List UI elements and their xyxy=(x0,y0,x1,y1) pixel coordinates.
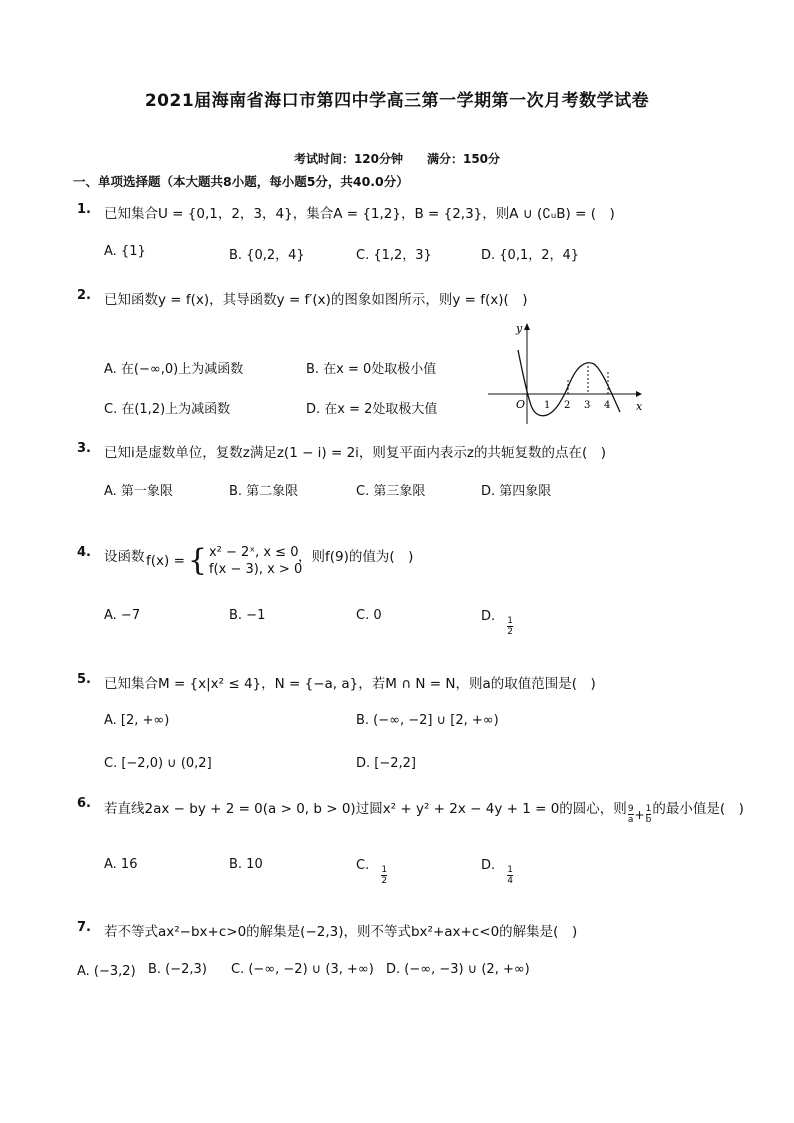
q3-option-b[interactable]: B. 第二象限 xyxy=(229,484,299,499)
q6-fraction-1-b xyxy=(646,804,652,825)
numerator: 9 xyxy=(627,804,634,814)
x-axis-label: x xyxy=(636,400,643,413)
tick-label-2: 2 xyxy=(564,400,571,411)
q3-option-d[interactable]: D. 第四象限 xyxy=(481,484,552,499)
q6-option-d-fraction xyxy=(507,865,513,886)
q2-option-c[interactable]: C. 在(1,2)上为减函数 xyxy=(104,402,231,417)
numerator: 1 xyxy=(507,865,514,875)
denominator: 2 xyxy=(381,876,388,886)
q3-stem: 已知i是虚数单位，复数z满足z(1 − i) = 2i，则复平面内表示z的共轭复数的点在( ) xyxy=(104,445,607,461)
q1-option-d[interactable]: D. {0,1，2，4} xyxy=(481,248,580,263)
q7-option-a[interactable]: A. (−3,2) xyxy=(77,964,136,979)
q4-brace: { xyxy=(187,543,207,578)
q2-option-b[interactable]: B. 在x = 0处取极小值 xyxy=(306,362,437,377)
q4-option-a[interactable]: A. −7 xyxy=(104,608,141,623)
q5-option-d[interactable]: D. [−2,2] xyxy=(356,756,416,771)
q6-option-c-label: C. xyxy=(356,858,370,873)
q5-option-b[interactable]: B. (−∞, −2] ∪ [2, +∞) xyxy=(356,713,499,728)
denominator: a xyxy=(627,815,634,825)
q3-option-c[interactable]: C. 第三象限 xyxy=(356,484,426,499)
q6-option-d[interactable] xyxy=(481,855,514,886)
q6-stem-line xyxy=(104,796,744,825)
q4-case-1: x² − 2ˣ, x ≤ 0 xyxy=(208,545,299,560)
numerator: 1 xyxy=(507,616,514,626)
q6-plus: + xyxy=(634,807,645,822)
q7-option-b[interactable]: B. (−2,3) xyxy=(148,962,207,977)
q4-option-d-fraction xyxy=(507,616,513,637)
q6-tail: 的最小值是( ) xyxy=(652,800,744,817)
q4-option-d-label: D. xyxy=(481,609,496,624)
q2-stem: 已知函数y = f(x)，其导函数y = f′(x)的图象如图所示，则y = f(x)( ) xyxy=(104,292,528,308)
q4-pre: 设函数 xyxy=(104,549,145,565)
q4-cases xyxy=(209,544,302,578)
q1-stem: 已知集合U = {0,1，2，3，4}，集合A = {1,2}，B = {2,3}，则A ∪ (∁ᵤB) = ( ) xyxy=(104,206,615,222)
q1-option-b[interactable]: B. {0,2，4} xyxy=(229,248,305,263)
q2-number: 2. xyxy=(77,288,91,303)
x-axis-arrow xyxy=(636,391,642,397)
q6-number: 6. xyxy=(77,796,91,811)
derivative-graph xyxy=(486,320,646,428)
numerator: 1 xyxy=(645,804,652,814)
q5-stem: 已知集合M = {x|x² ≤ 4}，N = {−a, a}，若M ∩ N = N，则a的取值范围是( ) xyxy=(104,676,596,692)
tick-label-4: 4 xyxy=(604,400,611,411)
q6-option-d-label: D. xyxy=(481,858,496,873)
q1-number: 1. xyxy=(77,202,91,217)
section-heading: 一、单项选择题（本大题共8小题，每小题5分，共40.0分） xyxy=(73,174,409,189)
exam-meta: 考试时间：120分钟 满分：150分 xyxy=(293,152,501,166)
q2-option-a[interactable]: A. 在(−∞,0)上为减函数 xyxy=(104,362,244,377)
q4-option-b[interactable]: B. −1 xyxy=(229,608,266,623)
q6-option-b[interactable]: B. 10 xyxy=(229,857,263,872)
q7-option-c[interactable]: C. (−∞, −2) ∪ (3, +∞) xyxy=(231,962,374,977)
q7-option-d[interactable]: D. (−∞, −3) ∪ (2, +∞) xyxy=(386,962,530,977)
q5-option-c[interactable]: C. [−2,0) ∪ (0,2] xyxy=(104,756,212,771)
numerator: 1 xyxy=(381,865,388,875)
q3-number: 3. xyxy=(77,441,91,456)
q7-number: 7. xyxy=(77,920,91,935)
denominator: 4 xyxy=(507,876,514,886)
q1-option-c[interactable]: C. {1,2，3} xyxy=(356,248,432,263)
q4-fx: f(x) = xyxy=(146,553,185,569)
denominator: b xyxy=(645,815,652,825)
q3-option-a[interactable]: A. 第一象限 xyxy=(104,484,173,499)
tick-label-3: 3 xyxy=(584,400,591,411)
q4-piecewise xyxy=(146,544,302,578)
exam-title: 2021届海南省海口市第四中学高三第一学期第一次月考数学试卷 xyxy=(144,91,650,111)
q6-option-c-fraction xyxy=(381,865,387,886)
y-axis-label: y xyxy=(516,322,523,335)
q4-option-d[interactable] xyxy=(481,606,514,637)
q6-option-c[interactable] xyxy=(356,855,388,886)
q2-option-d[interactable]: D. 在x = 2处取极大值 xyxy=(306,402,438,417)
q4-case-2: f(x − 3), x > 0 xyxy=(208,562,303,577)
tick-label-1: 1 xyxy=(544,400,551,411)
q6-fraction-9-a xyxy=(628,804,634,825)
q7-stem: 若不等式ax²−bx+c>0的解集是(−2,3)，则不等式bx²+ax+c<0的解集是( ) xyxy=(104,924,578,940)
q1-option-a[interactable]: A. {1} xyxy=(104,244,146,259)
q4-number: 4. xyxy=(77,545,91,560)
denominator: 2 xyxy=(507,627,514,637)
q4-option-c[interactable]: C. 0 xyxy=(356,608,382,623)
y-axis-arrow xyxy=(524,323,530,330)
q4-post: ，则f(9)的值为( ) xyxy=(298,549,414,565)
q5-option-a[interactable]: A. [2, +∞) xyxy=(104,713,170,728)
origin-label: O xyxy=(516,398,526,411)
q6-stem: 若直线2ax − by + 2 = 0(a > 0, b > 0)过圆x² + y² + 2x − 4y + 1 = 0的圆心，则 xyxy=(104,800,627,817)
q5-number: 5. xyxy=(77,672,91,687)
q6-option-a[interactable]: A. 16 xyxy=(104,857,138,872)
